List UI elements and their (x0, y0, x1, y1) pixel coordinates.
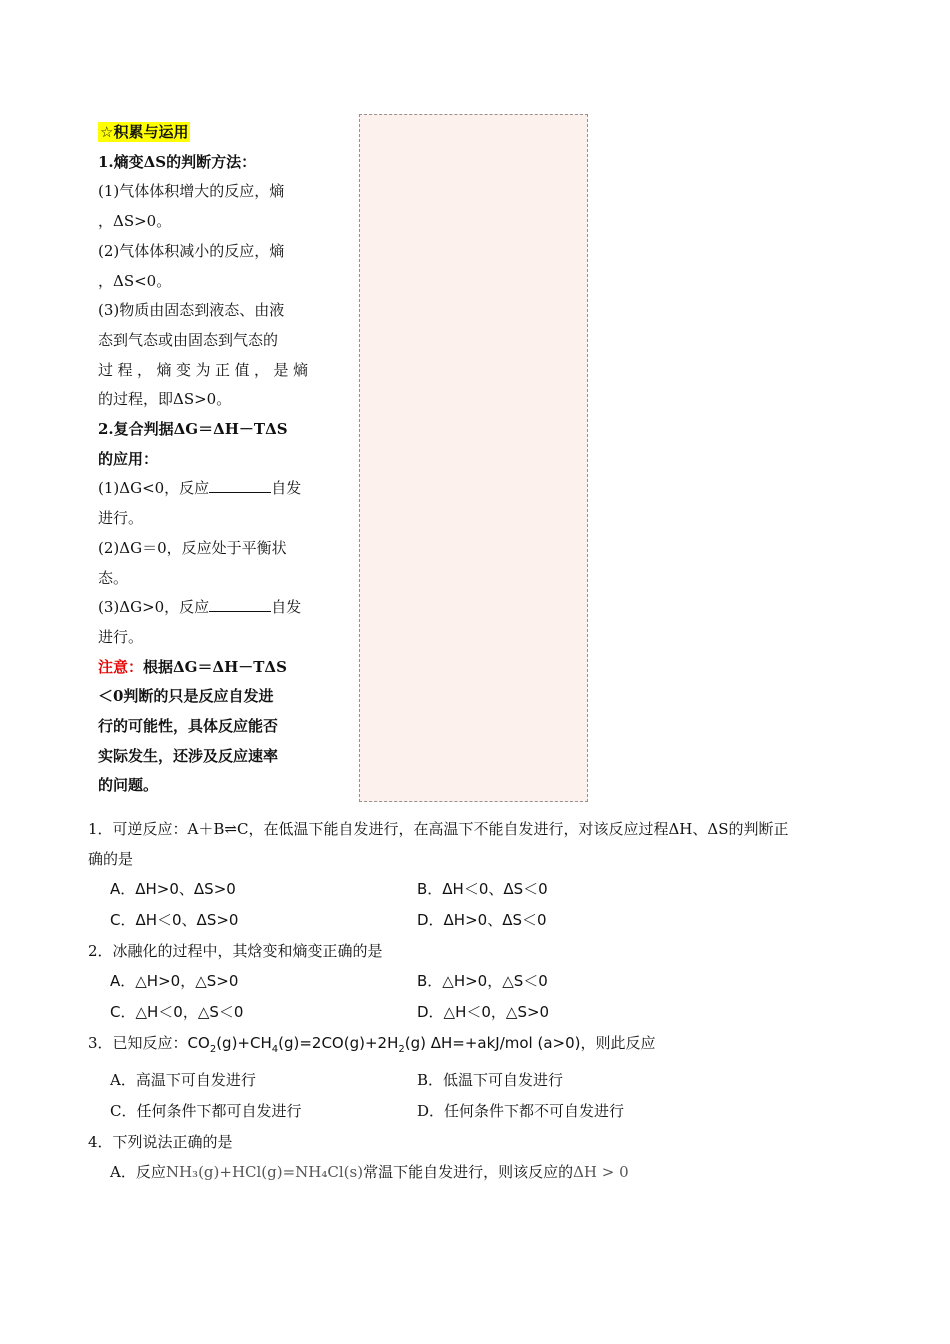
option-c[interactable]: C．ΔH＜0、ΔS>0 (110, 911, 239, 929)
text: (1)ΔG<0，反应 (98, 479, 210, 498)
compound-criterion-title-cont: 的应用： (98, 449, 159, 468)
text-line (98, 474, 308, 504)
text: (3)ΔG>0，反应 (98, 598, 210, 617)
option-a[interactable]: A．ΔH>0、ΔS>0 (110, 880, 236, 898)
question-2-stem: 2．冰融化的过程中，其焓变和熵变正确的是 (88, 942, 383, 960)
option-a[interactable] (110, 1157, 629, 1187)
fill-blank (209, 491, 271, 493)
question-2-options-row2 (88, 997, 868, 1028)
subscript: 4 (271, 1044, 279, 1055)
text: ，则此反应 (580, 1034, 656, 1052)
text: A．反应 (110, 1163, 166, 1181)
question-1-stem: 1．可逆反应：A＋B⇌C，在低温下能自发进行，在高温下不能自发进行，对该反应过程ΔH、ΔS的判断正 (88, 820, 789, 838)
text-line: 进行。 (98, 627, 144, 646)
text-line: 进行。 (98, 509, 144, 528)
question-3-options-row2 (88, 1096, 868, 1127)
text-line: 态到气态或由固态到气态的 (98, 330, 279, 349)
question-3-stem (88, 1028, 868, 1065)
section-heading: ☆积累与运用 (100, 123, 189, 141)
question-2-options-row1 (88, 966, 868, 997)
option-b[interactable]: B．△H>0，△S＜0 (417, 972, 548, 990)
text-line: 过程，熵变为正值，是熵 (98, 360, 308, 379)
fill-blank (209, 610, 271, 612)
enthalpy-condition: ΔH > 0 (573, 1163, 629, 1181)
text: 自发 (271, 479, 302, 498)
notes-box (359, 114, 588, 802)
note-label: 注意： (98, 657, 144, 676)
subscript: 2 (398, 1044, 405, 1055)
question-1-options-row2 (88, 905, 868, 936)
note-line: ＜0判断的只是反应自发进 (98, 687, 274, 706)
text-line: (1)气体体积增大的反应，熵 (98, 182, 285, 201)
option-b[interactable]: B．低温下可自发进行 (417, 1071, 564, 1089)
option-c[interactable]: C．△H＜0，△S＜0 (110, 1003, 244, 1021)
option-b[interactable]: B．ΔH＜0、ΔS＜0 (417, 880, 548, 898)
text: 自发 (271, 598, 302, 617)
question-3-options-row1 (88, 1065, 868, 1096)
text-line: (3)物质由固态到液态、由液 (98, 301, 285, 320)
text-line (98, 593, 308, 623)
question-4-option-a-row (88, 1157, 868, 1188)
question-1-options-row1 (88, 874, 868, 905)
text-line: (2)ΔG＝0，反应处于平衡状 (98, 538, 287, 557)
text-line: 的过程，即ΔS>0。 (98, 390, 232, 409)
text: (g)=2CO(g)+2H (278, 1034, 399, 1052)
option-c[interactable]: C．任何条件下都可自发进行 (110, 1102, 302, 1120)
option-a[interactable]: A．△H>0，△S>0 (110, 972, 239, 990)
text: 3．已知反应： (88, 1034, 188, 1052)
text-line: ，ΔS<0。 (98, 271, 172, 290)
text: (g)+CH (216, 1034, 272, 1052)
note-line: 行的可能性，具体反应能否 (98, 717, 279, 736)
text: 常温下能自发进行，则该反应的 (363, 1163, 574, 1181)
text: CO (187, 1034, 210, 1052)
question-4-stem: 4．下列说法正确的是 (88, 1133, 233, 1151)
reaction-formula: NH₃(g)+HCl(g)=NH₄Cl(s) (165, 1163, 364, 1181)
text: (g) ΔH=+akJ/mol (a>0) (404, 1034, 581, 1052)
option-d[interactable]: D．△H＜0，△S>0 (417, 1003, 550, 1021)
entropy-method-title: 1.熵变ΔS的判断方法： (98, 152, 257, 171)
subscript: 2 (209, 1044, 217, 1055)
reaction-equation (187, 1034, 581, 1055)
note-line: 实际发生，还涉及反应速率 (98, 746, 279, 765)
text-line: 态。 (98, 568, 129, 587)
compound-criterion-title: 2.复合判据ΔG＝ΔH－TΔS (98, 420, 288, 439)
note-line: 的问题。 (98, 776, 159, 795)
text-line: ，ΔS>0。 (98, 212, 172, 231)
question-1-stem-cont: 确的是 (88, 850, 134, 868)
option-a[interactable]: A．高温下可自发进行 (110, 1071, 256, 1089)
text: 根据ΔG＝ΔH－TΔS (143, 657, 287, 676)
option-d[interactable]: D．ΔH>0、ΔS＜0 (417, 911, 547, 929)
note-line (98, 653, 308, 683)
question-list (88, 814, 868, 1188)
option-d[interactable]: D．任何条件下都不可自发进行 (417, 1102, 625, 1120)
knowledge-sidebar (98, 118, 308, 801)
text-line: (2)气体体积减小的反应，熵 (98, 241, 285, 260)
